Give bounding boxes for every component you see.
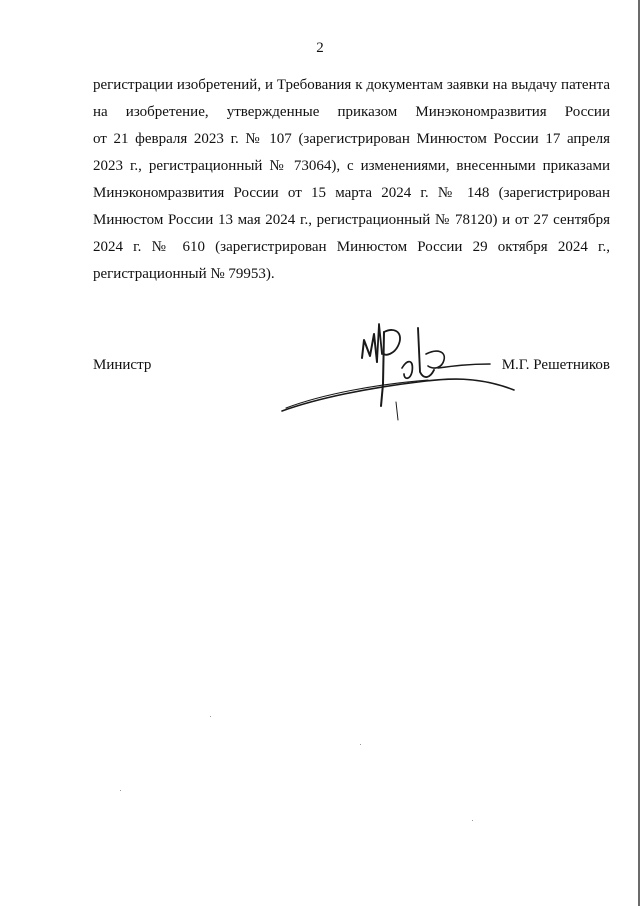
body-line: 2023 г., регистрационный № 73064), с изменениями, внесенными приказами (93, 158, 610, 174)
scan-speck (360, 744, 361, 745)
scan-speck (120, 790, 121, 791)
body-line: на изобретение, утвержденные приказом Минэкономразвития России (93, 104, 610, 120)
body-line: от 21 февраля 2023 г. № 107 (зарегистрирован Минюстом России 17 апреля (93, 131, 610, 147)
body-line: 2024 г. № 610 (зарегистрирован Минюстом России 29 октября 2024 г., (93, 239, 610, 255)
body-line: регистрации изобретений, и Требования к документам заявки на выдачу патента (93, 77, 610, 93)
signer-role: Министр (93, 357, 152, 373)
scan-speck (472, 820, 473, 821)
document-body (93, 72, 610, 288)
page-number: 2 (316, 40, 324, 56)
body-line: Минюстом России 13 мая 2024 г., регистрационный № 78120) и от 27 сентября (93, 212, 610, 228)
body-line-last: регистрационный № 79953). (93, 266, 275, 282)
body-line: Минэкономразвития России от 15 марта 2024 г. № 148 (зарегистрирован (93, 185, 610, 201)
signer-name: М.Г. Решетников (501, 357, 610, 373)
signature-block (93, 357, 610, 387)
scan-speck (210, 716, 211, 717)
